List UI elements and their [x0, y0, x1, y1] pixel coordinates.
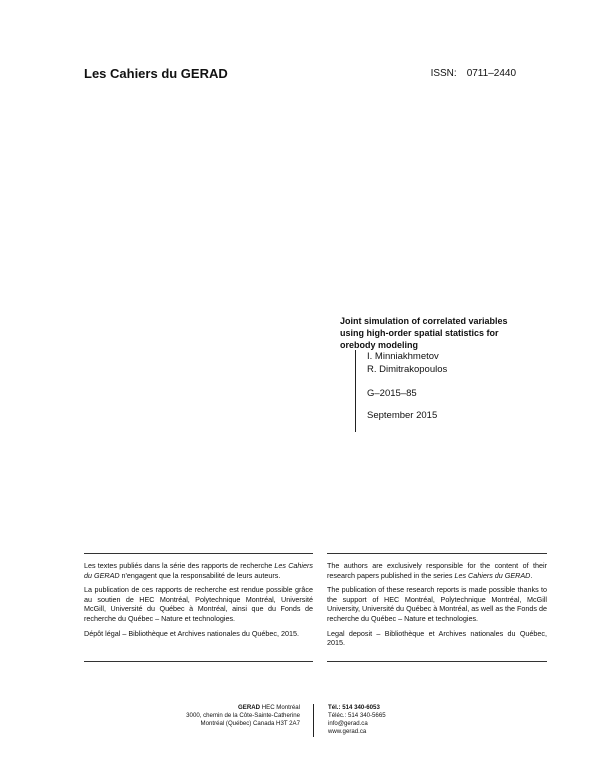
issn-label: ISSN: — [430, 68, 457, 79]
notes-fr-paragraph-3: Dépôt légal – Bibliothèque et Archives nationales du Québec, 2015. — [84, 628, 299, 638]
issn — [431, 68, 516, 79]
notes-en-paragraph-2: The publication of these research reports is made possible thanks to the support of HEC Montréal, Polytechnique Montréal, McGill University, Université du Québec à Montréal, as well as the Fonds de recherche du Québec – Nature et technologies. — [327, 585, 547, 623]
address-street: 3000, chemin de la Côte-Sainte-Catherine — [186, 712, 300, 719]
report-number: G–2015–85 — [367, 388, 417, 399]
contact-website[interactable]: www.gerad.ca — [328, 728, 367, 735]
series-title: Les Cahiers du GERAD — [84, 66, 228, 81]
report-title-line: using high-order spatial statistics for — [340, 328, 499, 338]
report-title-line: Joint simulation of correlated variables — [340, 316, 508, 326]
divider-right-top — [327, 553, 547, 554]
notes-fr-paragraph-2: La publication de ces rapports de recherche est rendue possible grâce au soutien de HEC Montréal, Polytechnique Montréal, Université McGill, Université du Québec à Montréal, ainsi que du Fonds de recherche du Québec – Nature et technologies. — [84, 585, 313, 623]
notes-en-paragraph-3: Legal deposit – Bibliothèque et Archives nationales du Québec, 2015. — [327, 628, 547, 648]
gerad-contact — [313, 704, 386, 737]
report-date: September 2015 — [367, 410, 438, 421]
report-title-line: orebody modeling — [340, 340, 419, 350]
contact-email[interactable]: info@gerad.ca — [328, 720, 368, 727]
divider-left-top — [84, 553, 313, 554]
notes-english — [327, 561, 547, 653]
contact-fax: Téléc.: 514 340-5665 — [328, 712, 386, 719]
gerad-address — [150, 704, 300, 728]
author: I. Minniakhmetov — [367, 351, 439, 362]
report-meta — [355, 350, 557, 432]
notes-en-paragraph-1: The authors are exclusively responsible for the content of their research papers published in the series Les Cahiers du GERAD. — [327, 561, 547, 580]
report-title — [340, 315, 540, 351]
divider-left-bottom — [84, 661, 313, 662]
author-list — [367, 350, 557, 376]
address-city: Montréal (Québec) Canada H3T 2A7 — [200, 720, 300, 727]
notes-fr-paragraph-1: Les textes publiés dans la série des rapports de recherche Les Cahiers du GERAD n'engagent que la responsabilité de leurs auteurs. — [84, 561, 313, 580]
notes-french — [84, 561, 313, 643]
contact-phone: Tél.: 514 340-6053 — [328, 704, 380, 711]
divider-right-bottom — [327, 661, 547, 662]
author: R. Dimitrakopoulos — [367, 364, 448, 375]
issn-value: 0711–2440 — [466, 68, 516, 79]
address-org: GERAD HEC Montréal — [238, 704, 300, 711]
